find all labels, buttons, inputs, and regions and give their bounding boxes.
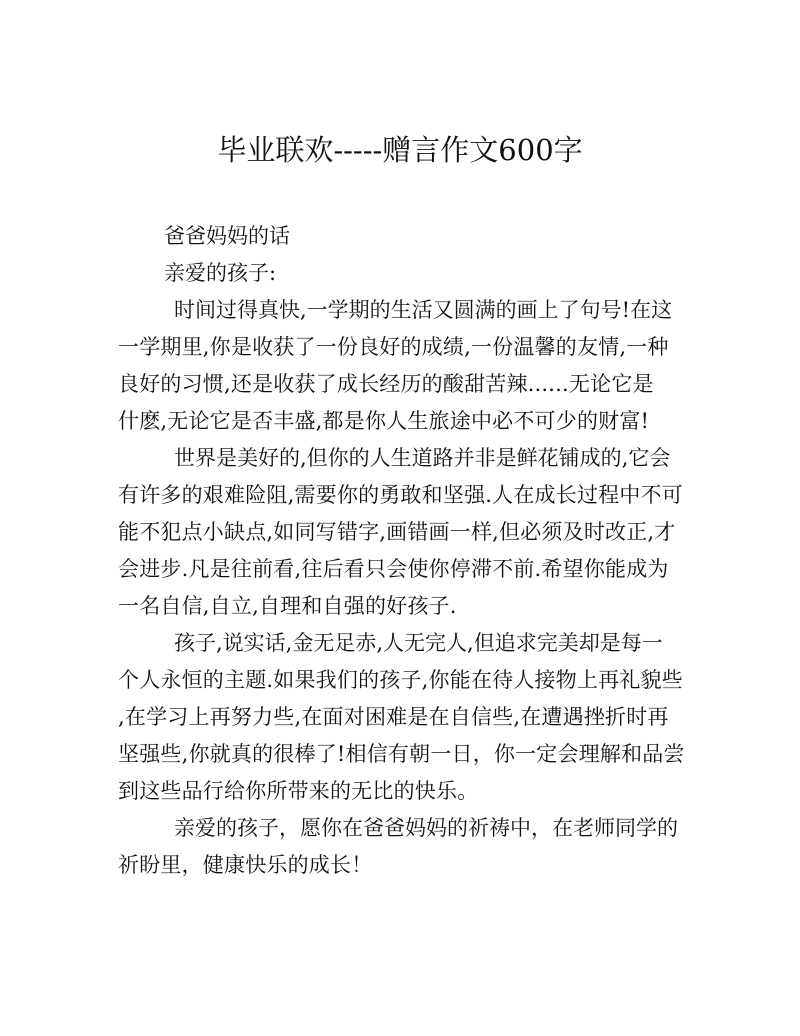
paragraph-line: 良好的习惯,还是收获了成长经历的酸甜苦辣......无论它是 [118, 372, 654, 396]
paragraph-line: 到这些品行给你所带来的无比的快乐。 [118, 779, 479, 803]
paragraph-line: ,在学习上再努力些,在面对困难是在自信些,在遭遇挫折时再 [118, 705, 669, 729]
paragraph-3 [118, 625, 694, 810]
document-title: 毕业联欢-----赠言作文600字 [217, 133, 583, 167]
paragraph-line: 世界是美好的,但你的人生道路并非是鲜花铺成的,它会 [174, 446, 671, 470]
salutation: 亲爱的孩子: [164, 261, 277, 285]
paragraph-line: 有许多的艰难险阻,需要你的勇敢和坚强.人在成长过程中不可 [118, 483, 683, 507]
paragraph-line: 祈盼里，健康快乐的成长！ [118, 853, 373, 877]
document-body [118, 218, 694, 884]
paragraph-line: 亲爱的孩子，愿你在爸爸妈妈的祈祷中，在老师同学的 [174, 816, 678, 840]
paragraph-line: 什麽,无论它是否丰盛,都是你人生旅途中必不可少的财富! [118, 409, 650, 433]
paragraph-line: 会进步.凡是往前看,往后看只会使你停滞不前.希望你能成为 [118, 557, 669, 581]
paragraph-2 [118, 440, 694, 625]
paragraph-1 [118, 292, 694, 440]
paragraph-line: 时间过得真快,一学期的生活又圆满的画上了句号!在这 [174, 298, 673, 322]
paragraph-line: 能不犯点小缺点,如同写错字,画错画一样,但必须及时改正,才 [118, 520, 676, 544]
paragraph-line: 一学期里,你是收获了一份良好的成绩,一份温馨的友情,一种 [118, 335, 669, 359]
paragraph-line: 孩子,说实话,金无足赤,人无完人,但追求完美却是每一 [174, 631, 663, 655]
paragraph-line: 坚强些,你就真的很棒了!相信有朝一日，你一定会理解和品尝 [118, 742, 685, 766]
paragraph-line: 个人永恒的主题.如果我们的孩子,你能在待人接物上再礼貌些 [118, 668, 683, 692]
paragraph-line: 一名自信,自立,自理和自强的好孩子. [118, 594, 457, 618]
heading-line: 爸爸妈妈的话 [164, 224, 290, 248]
paragraph-4 [118, 810, 694, 884]
